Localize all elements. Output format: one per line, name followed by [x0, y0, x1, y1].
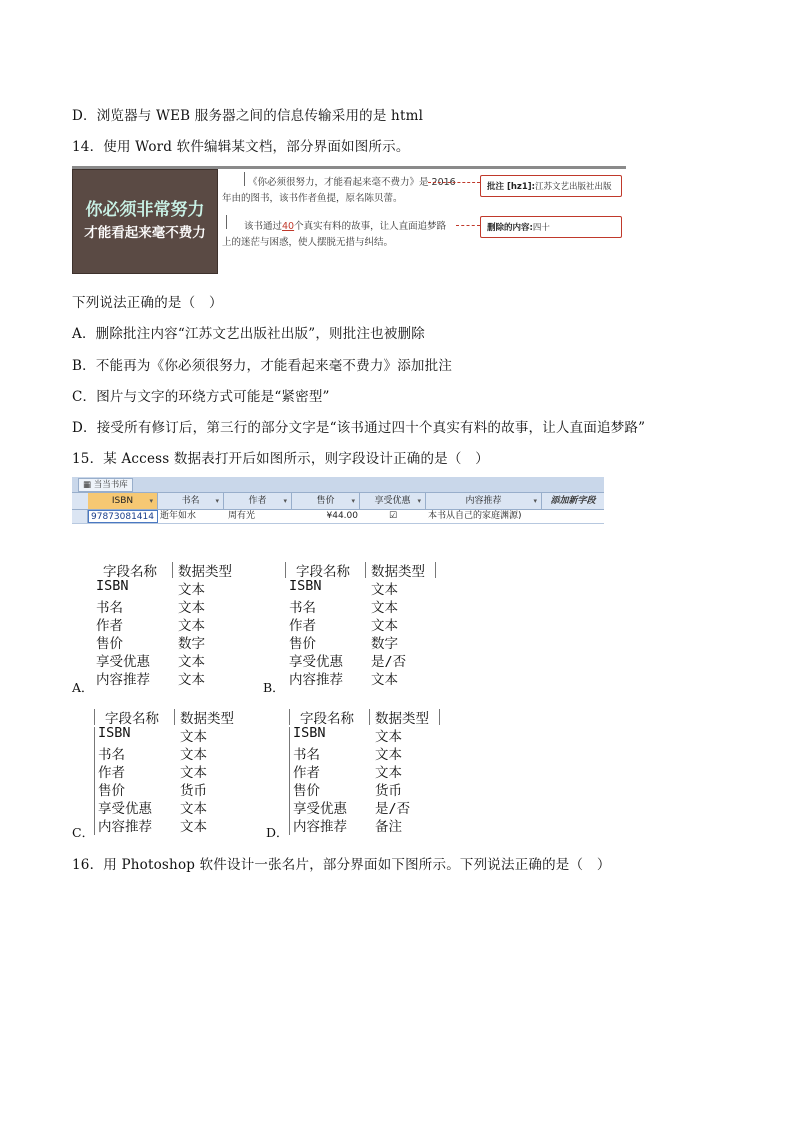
text-cursor: [226, 215, 227, 229]
field-type: 文本: [371, 600, 398, 616]
field-name: 书名: [98, 747, 125, 763]
body-left-edge: [94, 727, 95, 835]
word-inserted-image: [72, 169, 218, 274]
option-a-letter: A．: [72, 680, 94, 695]
cell-author[interactable]: 周有光: [228, 511, 256, 521]
field-name: 售价: [289, 636, 316, 652]
doc-p1-line1: 《你必须很努力，才能看起来毫不费力》是 2016: [248, 177, 456, 188]
field-name: 售价: [96, 636, 123, 652]
cell-summary[interactable]: 本书从自己的家庭渊源): [428, 511, 522, 521]
q14-option-d: D．接受所有修订后，第三行的部分文字是“该书通过四十个真实有料的故事，让人直面追梦路”: [72, 420, 646, 436]
q14-prompt: 下列说法正确的是（ ）: [72, 295, 223, 311]
dropdown-arrow-icon[interactable]: ▾: [417, 497, 421, 505]
doc-p2-line1-b: 个真实有料的故事，让人直面追梦路: [294, 221, 447, 232]
field-type: 数字: [371, 636, 398, 652]
field-type: 备注: [375, 819, 402, 835]
field-name: 内容推荐: [96, 672, 150, 688]
image-text-line1: 你必须非常努力: [85, 200, 205, 220]
comment-text: 江苏文艺出版社出版: [535, 182, 612, 192]
field-type: 文本: [178, 600, 205, 616]
text-bracket-left: [244, 172, 245, 186]
comment-connector: [428, 182, 480, 183]
header-left-edge: [285, 562, 286, 578]
field-type: 文本: [180, 729, 207, 745]
field-type: 文本: [178, 618, 205, 634]
data-type-header: 数据类型: [371, 564, 425, 580]
option-b-letter: B．: [263, 680, 285, 695]
field-name: 享受优惠: [96, 654, 150, 670]
field-type: 文本: [371, 582, 398, 598]
access-col-title[interactable]: 书名 ▾: [158, 493, 224, 509]
access-datasheet: [72, 477, 604, 524]
field-type: 是/否: [375, 801, 411, 817]
field-name: ISBN: [98, 725, 131, 741]
field-type: 文本: [178, 654, 205, 670]
field-type: 文本: [371, 672, 398, 688]
cell-title[interactable]: 逝年如水: [160, 511, 197, 521]
header-right-edge: [435, 562, 436, 578]
field-name-header: 字段名称: [296, 564, 350, 580]
field-name: ISBN: [289, 578, 322, 594]
deletion-balloon[interactable]: [480, 216, 622, 238]
cell-isbn[interactable]: 97873081414: [88, 510, 158, 523]
field-name: 售价: [98, 783, 125, 799]
field-name: 享受优惠: [98, 801, 152, 817]
option-d-letter: D．: [266, 825, 289, 840]
data-type-header: 数据类型: [375, 711, 429, 727]
field-type: 货币: [180, 783, 207, 799]
field-name: 作者: [98, 765, 125, 781]
access-col-price[interactable]: 售价 ▾: [292, 493, 360, 509]
field-type: 文本: [375, 765, 402, 781]
deletion-connector: [456, 225, 480, 226]
access-table-tab[interactable]: [78, 478, 133, 492]
image-text-line2: 才能看起来毫不费力: [84, 225, 206, 241]
field-name-header: 字段名称: [105, 711, 159, 727]
data-type-header: 数据类型: [178, 564, 232, 580]
field-name-header: 字段名称: [103, 564, 157, 580]
body-left-edge: [289, 727, 290, 835]
dropdown-arrow-icon[interactable]: ▾: [283, 497, 287, 505]
table-icon: ▦: [83, 480, 94, 490]
dropdown-arrow-icon[interactable]: ▾: [149, 497, 153, 505]
field-name: 内容推荐: [98, 819, 152, 835]
q14-stem: 14．使用 Word 软件编辑某文档，部分界面如图所示。: [72, 139, 410, 155]
q16-stem: 16．用 Photoshop 软件设计一张名片，部分界面如下图所示。下列说法正确的是（ ）: [72, 857, 611, 873]
doc-p2-inserted-40: 40: [282, 221, 295, 232]
access-col-author[interactable]: 作者 ▾: [224, 493, 292, 509]
field-type: 文本: [371, 618, 398, 634]
doc-p2-line1: [244, 218, 446, 232]
access-col-isbn[interactable]: ISBN ▾: [88, 493, 158, 509]
field-name: 作者: [96, 618, 123, 634]
q15-stem: 15．某 Access 数据表打开后如图所示，则字段设计正确的是（ ）: [72, 451, 489, 467]
data-type-header: 数据类型: [180, 711, 234, 727]
field-name: 书名: [289, 600, 316, 616]
field-type: 文本: [178, 672, 205, 688]
doc-p2-line2: 上的迷茫与困惑，使人摆脱无措与纠结。: [222, 237, 394, 248]
field-name: ISBN: [293, 725, 326, 741]
field-type: 文本: [180, 801, 207, 817]
option-c-letter: C．: [72, 825, 95, 840]
q14-option-c: C．图片与文字的环绕方式可能是“紧密型”: [72, 389, 330, 405]
word-screenshot: [72, 166, 626, 274]
access-tab-bar: [72, 477, 604, 493]
field-name: 书名: [96, 600, 123, 616]
cell-discount-checkbox[interactable]: ☑: [388, 511, 398, 521]
header-left-edge: [289, 709, 290, 725]
field-name: 书名: [293, 747, 320, 763]
header-divider: [365, 562, 366, 578]
field-name: 内容推荐: [289, 672, 343, 688]
field-name: ISBN: [96, 578, 129, 594]
header-divider: [172, 562, 173, 578]
field-type: 文本: [180, 747, 207, 763]
header-divider: [174, 709, 175, 725]
field-name-header: 字段名称: [300, 711, 354, 727]
comment-balloon[interactable]: [480, 175, 622, 197]
access-table-name: 当当书库: [93, 480, 128, 490]
q14-option-a: A．删除批注内容“江苏文艺出版社出版”，则批注也被删除: [72, 326, 425, 342]
header-right-edge: [439, 709, 440, 725]
dropdown-arrow-icon[interactable]: ▾: [215, 497, 219, 505]
field-type: 是/否: [371, 654, 407, 670]
deletion-text: 四十: [532, 223, 550, 233]
access-col-discount[interactable]: 享受优惠 ▾: [360, 493, 426, 509]
cell-price[interactable]: ¥44.00: [326, 511, 358, 521]
field-name: 享受优惠: [289, 654, 343, 670]
dropdown-arrow-icon[interactable]: ▾: [351, 497, 355, 505]
header-left-edge: [94, 709, 95, 725]
q14-option-b: B．不能再为《你必须很努力，才能看起来毫不费力》添加批注: [72, 358, 453, 374]
field-type: 货币: [375, 783, 402, 799]
access-col-summary[interactable]: 内容推荐 ▾: [426, 493, 542, 509]
comment-label: 批注 [hz1]:: [487, 182, 536, 192]
doc-p2-line1-a: 该书通过: [244, 221, 283, 232]
access-data-row: [72, 510, 604, 524]
q13-option-d: D．浏览器与 WEB 服务器之间的信息传输采用的是 html: [72, 108, 424, 124]
field-name: 作者: [289, 618, 316, 634]
access-header-row: [72, 493, 604, 510]
field-type: 文本: [375, 747, 402, 763]
doc-p1-line2: 年由的图书，该书作者鱼提，原名陈贝蕾。: [222, 193, 403, 204]
field-name: 内容推荐: [293, 819, 347, 835]
field-name: 享受优惠: [293, 801, 347, 817]
field-type: 文本: [375, 729, 402, 745]
deletion-label: 删除的内容:: [487, 223, 533, 233]
field-name: 售价: [293, 783, 320, 799]
field-type: 数字: [178, 636, 205, 652]
header-divider: [369, 709, 370, 725]
field-type: 文本: [180, 819, 207, 835]
field-type: 文本: [178, 582, 205, 598]
access-add-field[interactable]: 添加新字段: [550, 496, 596, 506]
field-type: 文本: [180, 765, 207, 781]
field-name: 作者: [293, 765, 320, 781]
dropdown-arrow-icon[interactable]: ▾: [533, 497, 537, 505]
